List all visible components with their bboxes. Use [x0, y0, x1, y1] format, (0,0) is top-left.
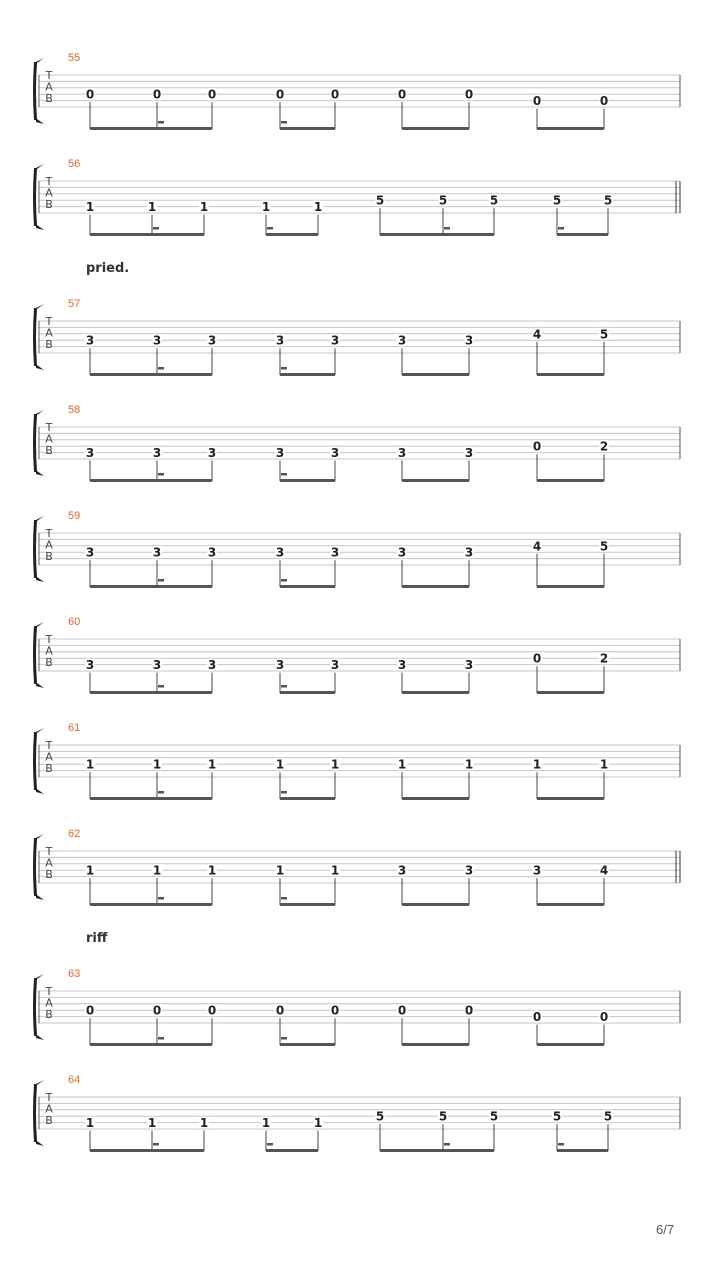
fret-number: 1	[199, 1116, 209, 1131]
fret-number: 3	[397, 333, 407, 348]
fret-number: 3	[152, 446, 162, 461]
beam	[380, 1149, 494, 1152]
tab-clef-letter: A	[45, 432, 53, 446]
tab-clef-letter: B	[45, 198, 53, 211]
measure-number: 55	[68, 52, 81, 64]
fret-number: 5	[599, 327, 609, 342]
fret-number: 3	[275, 545, 285, 560]
fret-number: 0	[464, 1003, 474, 1018]
tab-clef-letter: A	[45, 538, 53, 552]
fret-number: 0	[599, 1010, 609, 1025]
beam	[537, 373, 604, 376]
tab-system	[33, 974, 680, 1046]
tab-system	[33, 304, 680, 376]
measure-number: 56	[68, 158, 81, 170]
beam	[402, 797, 469, 800]
beam	[90, 903, 212, 906]
tab-clef-letter: T	[45, 527, 53, 540]
fret-number: 3	[207, 446, 217, 461]
fret-number: 3	[397, 658, 407, 673]
beam	[280, 903, 335, 906]
fret-number: 1	[207, 757, 217, 772]
beam-stub	[153, 227, 159, 230]
fret-number: 3	[85, 658, 95, 673]
beam-stub	[158, 685, 164, 688]
tab-clef-letter: B	[45, 656, 53, 669]
fret-number: 1	[147, 200, 157, 215]
tab-clef-letter: B	[45, 550, 53, 563]
fret-number: 5	[603, 1109, 613, 1124]
fret-number: 3	[85, 545, 95, 560]
beam	[266, 1149, 318, 1152]
fret-number: 3	[152, 658, 162, 673]
fret-number: 0	[207, 87, 217, 102]
tab-clef-letter: A	[45, 644, 53, 658]
fret-number: 5	[552, 1109, 562, 1124]
fret-number: 0	[532, 439, 542, 454]
fret-number: 1	[397, 757, 407, 772]
fret-number: 3	[464, 545, 474, 560]
fret-number: 0	[330, 1003, 340, 1018]
fret-number: 1	[261, 200, 271, 215]
beam	[537, 1043, 604, 1046]
measure-number: 58	[68, 404, 81, 416]
fret-number: 3	[330, 446, 340, 461]
fret-number: 0	[397, 87, 407, 102]
beam-stub	[267, 227, 273, 230]
tab-clef-letter: B	[45, 338, 53, 351]
fret-number: 1	[85, 863, 95, 878]
fret-number: 0	[152, 1003, 162, 1018]
beam	[402, 1043, 469, 1046]
beam-stub	[281, 367, 287, 370]
tab-clef-letter: T	[45, 633, 53, 646]
fret-number: 3	[397, 545, 407, 560]
fret-number: 3	[464, 658, 474, 673]
fret-number: 1	[207, 863, 217, 878]
fret-number: 0	[85, 1003, 95, 1018]
beam-stub	[158, 897, 164, 900]
beam	[402, 903, 469, 906]
fret-number: 1	[599, 757, 609, 772]
tab-clef-letter: A	[45, 750, 53, 764]
fret-number: 0	[275, 87, 285, 102]
beam-stub	[281, 685, 287, 688]
page-number: 6/7	[656, 1222, 675, 1237]
measure-number: 63	[68, 968, 81, 980]
fret-number: 3	[330, 658, 340, 673]
fret-number: 5	[438, 193, 448, 208]
fret-number: 3	[464, 446, 474, 461]
fret-number: 5	[489, 193, 499, 208]
fret-number: 3	[275, 446, 285, 461]
fret-number: 3	[330, 545, 340, 560]
beam	[402, 127, 469, 130]
tab-clef-letter: T	[45, 421, 53, 434]
fret-number: 0	[599, 94, 609, 109]
tab-clef-letter: T	[45, 315, 53, 328]
fret-number: 1	[313, 1116, 323, 1131]
beam	[557, 233, 608, 236]
section-label: riff	[86, 931, 108, 946]
fret-number: 3	[207, 333, 217, 348]
beam	[402, 373, 469, 376]
fret-number: 3	[464, 333, 474, 348]
beam-stub	[158, 121, 164, 124]
fret-number: 3	[397, 446, 407, 461]
beam	[90, 233, 204, 236]
measure-number: 59	[68, 510, 81, 522]
beam-stub	[558, 227, 564, 230]
beam	[90, 1043, 212, 1046]
fret-number: 1	[85, 1116, 95, 1131]
fret-number: 0	[85, 87, 95, 102]
tab-clef-letter: B	[45, 1114, 53, 1127]
tab-clef-letter: A	[45, 996, 53, 1010]
beam-stub	[281, 121, 287, 124]
fret-number: 1	[532, 757, 542, 772]
fret-number: 5	[552, 193, 562, 208]
tab-clef-letter: T	[45, 845, 53, 858]
beam	[90, 585, 212, 588]
fret-number: 2	[599, 439, 609, 454]
fret-number: 3	[207, 545, 217, 560]
fret-number: 5	[489, 1109, 499, 1124]
beam	[402, 585, 469, 588]
fret-number: 2	[599, 651, 609, 666]
beam	[402, 479, 469, 482]
beam-stub	[281, 1037, 287, 1040]
tab-system	[33, 516, 680, 588]
fret-number: 0	[397, 1003, 407, 1018]
fret-number: 5	[375, 1109, 385, 1124]
fret-number: 1	[275, 757, 285, 772]
fret-number: 1	[152, 863, 162, 878]
fret-number: 0	[464, 87, 474, 102]
fret-number: 4	[532, 327, 542, 342]
tab-clef-letter: T	[45, 69, 53, 82]
fret-number: 1	[152, 757, 162, 772]
beam	[280, 127, 335, 130]
tab-system	[33, 834, 680, 906]
measure-number: 57	[68, 298, 81, 310]
fret-number: 3	[152, 333, 162, 348]
fret-number: 1	[85, 757, 95, 772]
fret-number: 3	[152, 545, 162, 560]
tab-clef-letter: A	[45, 856, 53, 870]
fret-number: 3	[532, 863, 542, 878]
tab-clef-letter: B	[45, 762, 53, 775]
beam-stub	[158, 473, 164, 476]
fret-number: 3	[275, 333, 285, 348]
fret-number: 5	[438, 1109, 448, 1124]
fret-number: 0	[152, 87, 162, 102]
tab-system	[33, 622, 680, 694]
fret-number: 1	[330, 863, 340, 878]
beam	[90, 1149, 204, 1152]
beam	[90, 373, 212, 376]
fret-number: 0	[532, 651, 542, 666]
beam	[90, 691, 212, 694]
beam	[266, 233, 318, 236]
measure-number: 61	[68, 722, 81, 734]
tab-clef-letter: T	[45, 985, 53, 998]
fret-number: 3	[275, 658, 285, 673]
beam-stub	[281, 897, 287, 900]
beam	[280, 373, 335, 376]
tab-system	[33, 728, 680, 800]
beam	[537, 127, 604, 130]
tab-clef-letter: A	[45, 80, 53, 94]
beam	[537, 903, 604, 906]
fret-number: 5	[599, 539, 609, 554]
fret-number: 3	[207, 658, 217, 673]
beam	[90, 127, 212, 130]
tab-clef-letter: T	[45, 1091, 53, 1104]
fret-number: 1	[147, 1116, 157, 1131]
fret-number: 1	[464, 757, 474, 772]
beam-stub	[444, 227, 450, 230]
beam	[280, 479, 335, 482]
beam	[557, 1149, 608, 1152]
fret-number: 5	[375, 193, 385, 208]
fret-number: 4	[599, 863, 609, 878]
measure-number: 64	[68, 1074, 81, 1086]
beam	[280, 585, 335, 588]
beam	[402, 691, 469, 694]
beam	[537, 479, 604, 482]
tab-clef-letter: B	[45, 868, 53, 881]
fret-number: 0	[275, 1003, 285, 1018]
fret-number: 3	[85, 446, 95, 461]
beam-stub	[158, 367, 164, 370]
beam-stub	[267, 1143, 273, 1146]
fret-number: 0	[532, 94, 542, 109]
tab-clef-letter: T	[45, 175, 53, 188]
beam-stub	[281, 473, 287, 476]
beam-stub	[444, 1143, 450, 1146]
beam-stub	[281, 579, 287, 582]
fret-number: 1	[275, 863, 285, 878]
tab-clef-letter: B	[45, 444, 53, 457]
fret-number: 1	[199, 200, 209, 215]
beam-stub	[281, 791, 287, 794]
fret-number: 3	[397, 863, 407, 878]
beam	[280, 1043, 335, 1046]
fret-number: 1	[85, 200, 95, 215]
measure-number: 62	[68, 828, 81, 840]
tab-clef-letter: B	[45, 92, 53, 105]
beam	[537, 797, 604, 800]
tab-system	[33, 410, 680, 482]
fret-number: 3	[330, 333, 340, 348]
section-label: pried.	[86, 261, 130, 276]
beam	[280, 797, 335, 800]
tab-clef-letter: A	[45, 1102, 53, 1116]
beam	[537, 691, 604, 694]
fret-number: 1	[313, 200, 323, 215]
beam	[280, 691, 335, 694]
fret-number: 3	[464, 863, 474, 878]
fret-number: 3	[85, 333, 95, 348]
beam-stub	[558, 1143, 564, 1146]
fret-number: 0	[532, 1010, 542, 1025]
fret-number: 0	[330, 87, 340, 102]
tab-system	[33, 1080, 680, 1152]
beam-stub	[153, 1143, 159, 1146]
fret-number: 0	[207, 1003, 217, 1018]
tab-clef-letter: T	[45, 739, 53, 752]
beam	[90, 479, 212, 482]
beam	[380, 233, 494, 236]
beam	[90, 797, 212, 800]
fret-number: 4	[532, 539, 542, 554]
measure-number: 60	[68, 616, 81, 628]
tab-clef-letter: A	[45, 326, 53, 340]
fret-number: 1	[330, 757, 340, 772]
beam-stub	[158, 791, 164, 794]
tab-system	[33, 164, 680, 236]
beam	[537, 585, 604, 588]
tab-clef-letter: B	[45, 1008, 53, 1021]
tab-clef-letter: A	[45, 186, 53, 200]
fret-number: 5	[603, 193, 613, 208]
fret-number: 1	[261, 1116, 271, 1131]
beam-stub	[158, 579, 164, 582]
tab-system	[33, 58, 680, 130]
beam-stub	[158, 1037, 164, 1040]
